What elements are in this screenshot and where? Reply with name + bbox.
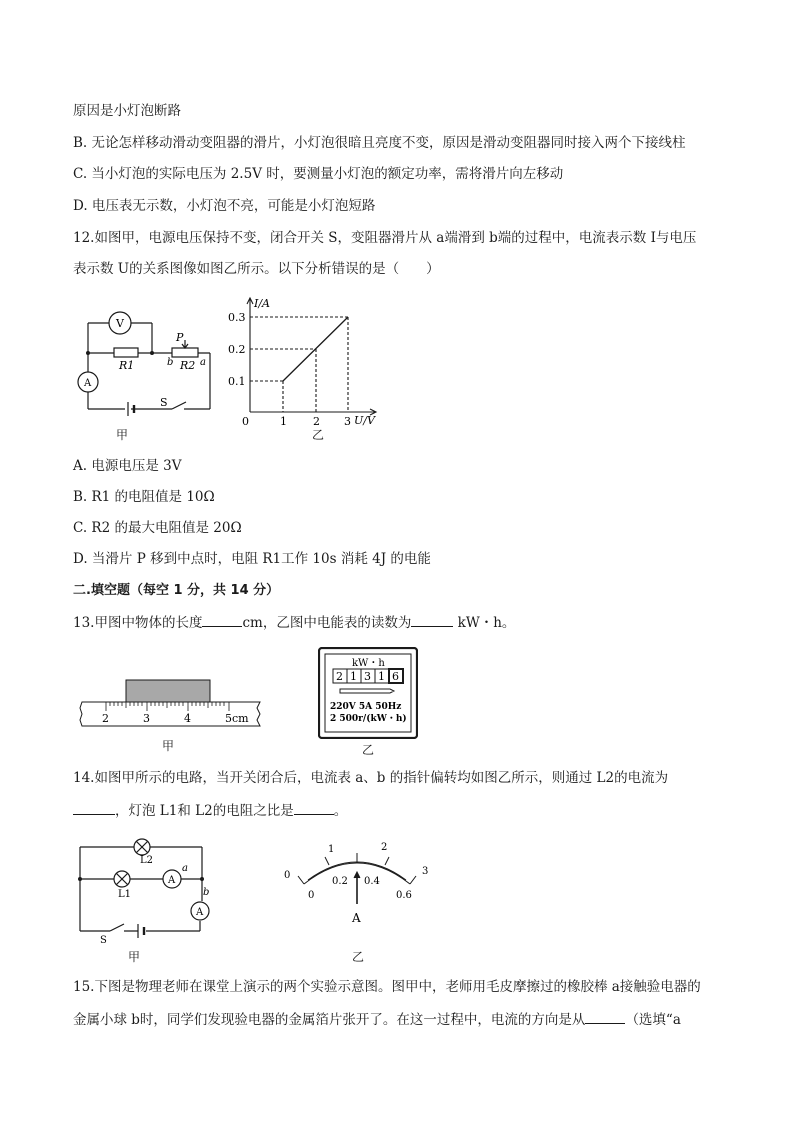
- x-tick: 1: [280, 415, 287, 428]
- question-14-line1: 14.如图甲所示的电路，当开关闭合后，电流表 a、b 的指针偏转均如图乙所示，则通过 L2的电流为: [73, 770, 669, 786]
- meter-unit: kW・h: [352, 658, 385, 669]
- q13-text-3: kW・h。: [453, 615, 516, 631]
- answer-blank[interactable]: [202, 612, 242, 627]
- q14-text-3: 。: [333, 803, 348, 819]
- voltmeter-label: V: [116, 317, 124, 330]
- meter-digit: 6: [392, 670, 399, 683]
- option-c: C. R2 的最大电阻值是 20Ω: [73, 520, 242, 536]
- option-b: B. R1 的电阻值是 10Ω: [73, 489, 215, 505]
- r2-label: R2: [180, 359, 196, 372]
- x-tick: 2: [313, 415, 320, 428]
- question-12-line2: 表示数 U的关系图像如图乙所示。以下分析错误的是（ ）: [73, 261, 440, 277]
- dial-top-tick: 1: [328, 844, 335, 855]
- switch-label: S: [160, 396, 168, 409]
- switch-label: S: [100, 935, 107, 946]
- option-d: D. 当滑片 P 移到中点时，电阻 R1工作 10s 消耗 4J 的电能: [73, 551, 431, 567]
- x-tick: 3: [344, 415, 351, 428]
- dial-bottom-tick: 0: [308, 890, 315, 901]
- ruler-tick: 3: [143, 712, 150, 725]
- figure-12-caption-right: 乙: [312, 428, 325, 442]
- ruler-tick: 4: [184, 712, 191, 725]
- figure-14-caption-right: 乙: [352, 950, 365, 964]
- figure-12-caption-left: 甲: [116, 428, 129, 442]
- q15-text-1: 金属小球 b时，同学们发现验电器的金属箔片张开了。在这一过程中，电流的方向是从: [73, 1012, 586, 1028]
- answer-blank[interactable]: [585, 1009, 625, 1024]
- figure-12-circuit: [76, 303, 216, 433]
- r1-label: R1: [119, 359, 135, 372]
- y-axis-label: I/A: [254, 297, 270, 310]
- x-axis-label: U/V: [354, 414, 375, 427]
- question-13: [73, 612, 515, 633]
- q13-text-2: cm，乙图中电能表的读数为: [242, 615, 412, 631]
- terminal-a-label: a: [200, 357, 206, 368]
- question-14-line2: [73, 800, 347, 821]
- dial-bottom-tick: 0.4: [364, 876, 380, 887]
- q14-text-2: ，灯泡 L1和 L2的电阻之比是: [115, 803, 294, 819]
- dial-top-tick: 3: [422, 866, 429, 877]
- figure-13-caption-right: 乙: [362, 743, 375, 757]
- answer-blank[interactable]: [294, 800, 334, 815]
- question-15-line1: 15.下图是物理老师在课堂上演示的两个实验示意图。图甲中，老师用毛皮摩擦过的橡胶棒 a接触验电器的: [73, 979, 701, 995]
- figure-13-energy-meter: [318, 647, 418, 739]
- figure-12-graph: [226, 290, 386, 435]
- l2-label: L2: [140, 855, 154, 866]
- meter-spec-1: 220V 5A 50Hz: [330, 702, 402, 712]
- figure-13-ruler: [76, 676, 266, 736]
- ruler-tick: 2: [102, 712, 109, 725]
- ammeter-b-label: A: [196, 907, 204, 918]
- meter-digit: 1: [350, 670, 357, 683]
- option-b-prev: B. 无论怎样移动滑动变阻器的滑片，小灯泡很暗且亮度不变，原因是滑动变阻器同时接入两个下接线柱: [73, 135, 686, 151]
- question-12-line1: 12.如图甲，电源电压保持不变，闭合开关 S，变阻器滑片从 a端滑到 b端的过程中，电流表示数 I与电压: [73, 230, 697, 246]
- x-tick: 0: [242, 415, 249, 428]
- slider-p-label: P: [176, 331, 184, 344]
- terminal-b-label: b: [167, 357, 174, 368]
- dial-bottom-tick: 0.2: [332, 876, 348, 887]
- option-c-prev: C. 当小灯泡的实际电压为 2.5V 时，要测量小灯泡的额定功率，需将滑片向左移动: [73, 166, 564, 182]
- meter-spec-2: 2 500r/(kW・h): [330, 714, 407, 724]
- answer-blank[interactable]: [411, 612, 453, 627]
- figure-14-caption-left: 甲: [128, 950, 141, 964]
- point-b-label: b: [203, 887, 210, 898]
- ruler-tick: 5cm: [225, 712, 249, 725]
- figure-14-ammeter-dial: [282, 836, 432, 926]
- y-tick: 0.3: [228, 311, 246, 324]
- l1-label: L1: [118, 889, 132, 900]
- option-d-prev: D. 电压表无示数，小灯泡不亮，可能是小灯泡短路: [73, 198, 376, 214]
- dial-unit: A: [352, 911, 361, 925]
- meter-digit: 3: [364, 670, 371, 683]
- q13-text-1: 13.甲图中物体的长度: [73, 615, 203, 631]
- question-15-line2: [73, 1009, 681, 1030]
- ammeter-a-label: A: [168, 875, 176, 886]
- meter-digit: 1: [378, 670, 385, 683]
- text-line: 原因是小灯泡断路: [73, 103, 181, 119]
- figure-13-caption-left: 甲: [162, 739, 175, 753]
- answer-blank[interactable]: [73, 800, 115, 815]
- y-tick: 0.2: [228, 343, 246, 356]
- y-tick: 0.1: [228, 375, 246, 388]
- dial-top-tick: 0: [284, 870, 291, 881]
- figure-14-circuit: [74, 833, 214, 951]
- meter-digit: 2: [336, 670, 343, 683]
- section-heading: 二.填空题（每空 1 分，共 14 分）: [73, 583, 280, 598]
- point-a-label: a: [182, 863, 188, 874]
- q15-text-2: （选填“a: [625, 1012, 681, 1028]
- option-a: A. 电源电压是 3V: [73, 458, 182, 474]
- dial-bottom-tick: 0.6: [396, 890, 412, 901]
- dial-top-tick: 2: [381, 842, 388, 853]
- ammeter-label: A: [84, 378, 92, 389]
